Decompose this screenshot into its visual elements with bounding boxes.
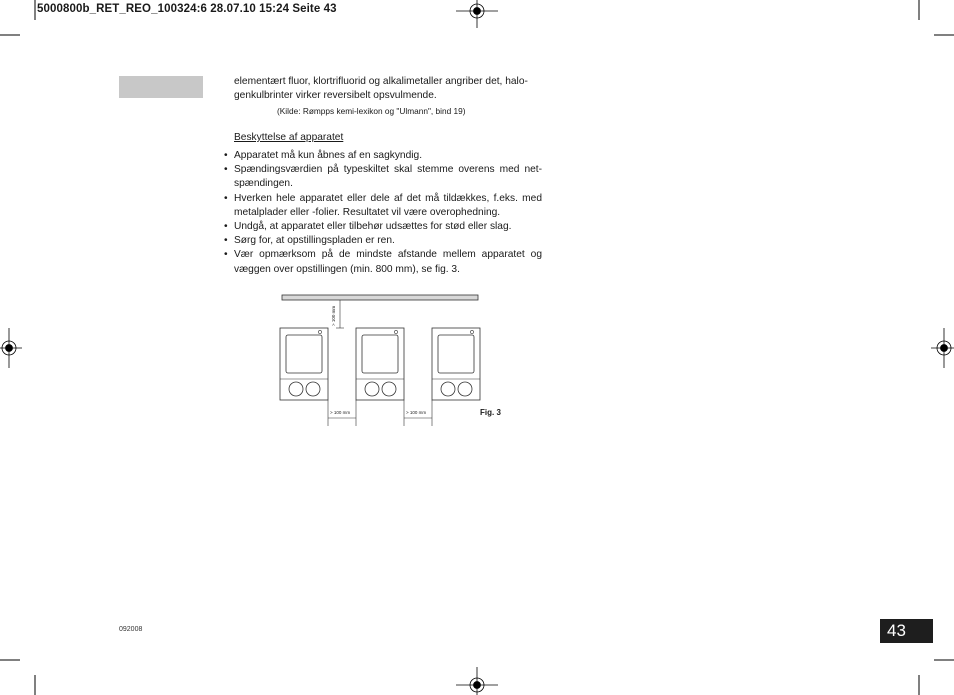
registration-mark-left <box>0 328 22 368</box>
intro-paragraph <box>234 75 544 103</box>
list-item: • Vær opmærksom på de mindste afstande mellem apparatet og væggen over opstillingen (min. 800 mm), se fig. 3. <box>224 249 542 275</box>
registration-mark-right <box>931 328 954 368</box>
registration-mark-bottom <box>456 667 498 695</box>
appliance-unit <box>280 328 328 400</box>
list-item: • Apparatet må kun åbnes af en sagkyndig. <box>224 149 542 163</box>
bullet-dot: • <box>224 249 228 261</box>
wall-shelf <box>282 295 478 300</box>
print-slug-header: 5000800b_RET_REO_100324:6 28.07.10 15:24 Seite 43 <box>37 3 337 15</box>
dim-gap-right-label: > 100 mm <box>406 410 427 415</box>
bullet-dot: • <box>224 235 228 247</box>
list-item: • Undgå, at apparatet eller tilbehør udsættes for stød eller slag. <box>224 220 542 234</box>
figure-caption: Fig. 3 <box>480 408 501 417</box>
protection-list <box>224 149 542 277</box>
dim-gap-left-label: > 100 mm <box>330 410 351 415</box>
page-number: 43 <box>880 619 933 643</box>
bullet-dot: • <box>224 192 228 204</box>
appliance-unit <box>432 328 480 400</box>
bullet-dot: • <box>224 164 228 176</box>
registration-mark-top <box>456 0 498 28</box>
document-code: 092008 <box>119 626 143 633</box>
intro-line-2: genkulbrinter virker reversibelt opsvulmende. <box>234 90 437 101</box>
appliance-unit <box>356 328 404 400</box>
clearance-diagram <box>276 290 486 430</box>
dim-vertical-label: > 100 mm <box>331 305 336 326</box>
bullet-dot: • <box>224 221 228 233</box>
bullet-dot: • <box>224 150 228 161</box>
margin-tab <box>119 76 203 98</box>
list-item: • Sørg for, at opstillingspladen er ren. <box>224 234 542 248</box>
list-item: • Spændingsværdien på typeskiltet skal stemme overens med net-spændingen. <box>224 164 542 190</box>
section-heading: Beskyttelse af apparatet <box>234 132 344 143</box>
source-citation: (Kilde: Rømpps kemi-lexikon og "Ulmann", bind 19) <box>277 106 466 116</box>
list-item: • Hverken hele apparatet eller dele af det må tildækkes, f.eks. med metalplader eller -folier. Resultatet vil være overophedning. <box>224 192 542 218</box>
intro-line-1: elementært fluor, klortrifluorid og alkalimetaller angriber det, halo- <box>234 76 528 87</box>
